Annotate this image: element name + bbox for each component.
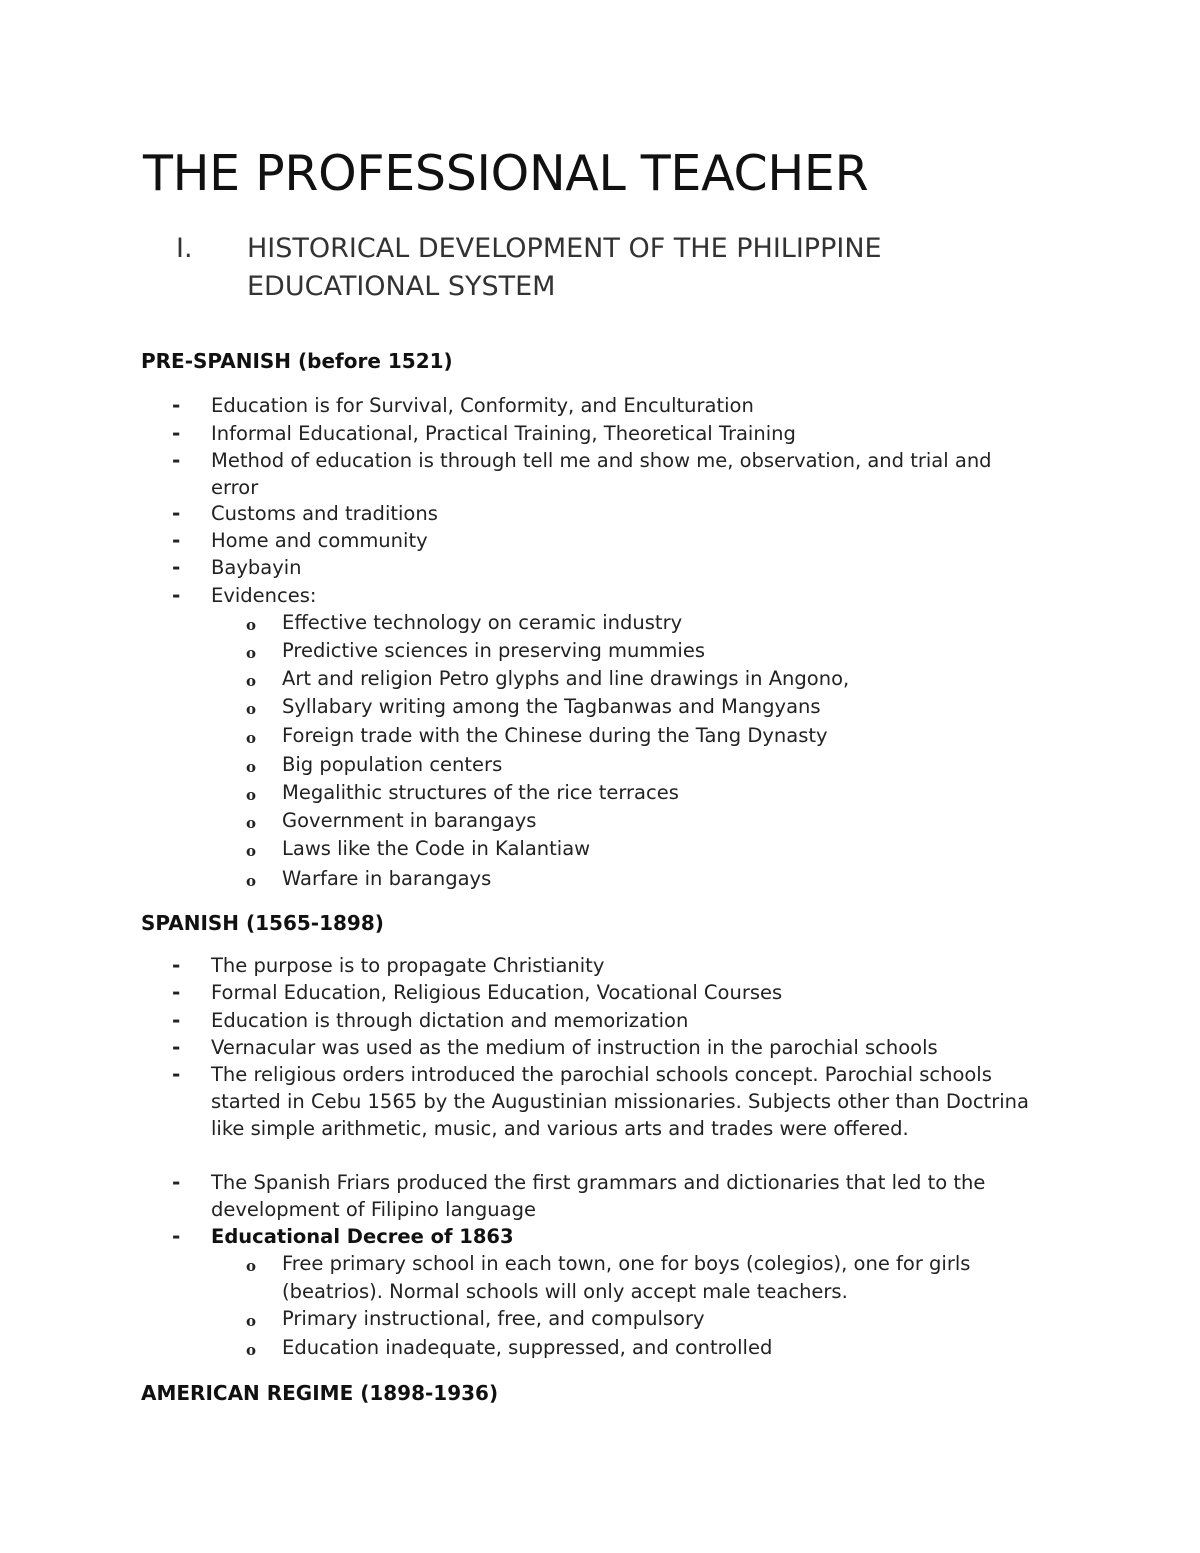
circle-bullet: o bbox=[246, 1312, 257, 1330]
heading-spanish: SPANISH (1565-1898) bbox=[141, 911, 384, 935]
sub-list-item-text: Big population centers bbox=[282, 753, 503, 776]
dash-bullet: - bbox=[172, 1008, 181, 1032]
dash-bullet: - bbox=[172, 421, 181, 445]
circle-bullet: o bbox=[246, 1341, 257, 1359]
circle-bullet: o bbox=[246, 786, 257, 804]
dash-bullet: - bbox=[172, 1170, 181, 1194]
sub-list-item-text: Art and religion Petro glyphs and line drawings in Angono, bbox=[282, 667, 850, 690]
dash-bullet: - bbox=[172, 583, 181, 607]
heading-pre-spanish: PRE-SPANISH (before 1521) bbox=[141, 349, 453, 373]
list-item-text: The purpose is to propagate Christianity bbox=[211, 954, 605, 977]
sub-list-item-text: Syllabary writing among the Tagbanwas and Mangyans bbox=[282, 695, 821, 718]
sub-list-item-text: Predictive sciences in preserving mummies bbox=[282, 639, 705, 662]
dash-bullet: - bbox=[172, 1062, 181, 1086]
circle-bullet: o bbox=[246, 729, 257, 747]
circle-bullet: o bbox=[246, 814, 257, 832]
dash-bullet: - bbox=[172, 501, 181, 525]
list-item-text: Formal Education, Religious Education, Vocational Courses bbox=[211, 981, 783, 1004]
section-heading-line-2: EDUCATIONAL SYSTEM bbox=[247, 271, 556, 302]
section-heading-line-1: HISTORICAL DEVELOPMENT OF THE PHILIPPINE bbox=[247, 233, 882, 264]
dash-bullet: - bbox=[172, 1224, 181, 1248]
list-item-text: The religious orders introduced the parochial schools concept. Parochial schools started in Cebu 1565 by the Augustinian missionaries. Subjects other than Doctrina like simple arithmetic, music, and various arts and trades were offered. bbox=[211, 1063, 1029, 1140]
list-item-text: Baybayin bbox=[211, 556, 302, 579]
circle-bullet: o bbox=[246, 616, 257, 634]
sub-list-item-text: Warfare in barangays bbox=[282, 867, 492, 890]
sub-list-item-text: Education inadequate, suppressed, and controlled bbox=[282, 1336, 773, 1359]
roman-numeral: I. bbox=[176, 233, 193, 264]
list-item-text: Evidences: bbox=[211, 584, 317, 607]
dash-bullet: - bbox=[172, 448, 181, 472]
dash-bullet: - bbox=[172, 555, 181, 579]
sub-list-item-text: Free primary school in each town, one for boys (colegios), one for girls (beatrios). Normal schools will only accept male teachers. bbox=[282, 1252, 971, 1303]
list-item-text: The Spanish Friars produced the first grammars and dictionaries that led to the development of Filipino language bbox=[211, 1171, 986, 1221]
list-item-text-bold: Educational Decree of 1863 bbox=[211, 1225, 514, 1248]
list-item-text: Vernacular was used as the medium of instruction in the parochial schools bbox=[211, 1036, 938, 1059]
heading-american-regime: AMERICAN REGIME (1898-1936) bbox=[141, 1381, 499, 1405]
list-item-text: Customs and traditions bbox=[211, 502, 438, 525]
circle-bullet: o bbox=[246, 644, 257, 662]
sub-list-item-text: Government in barangays bbox=[282, 809, 537, 832]
sub-list-item-text: Effective technology on ceramic industry bbox=[282, 611, 683, 634]
list-item-text: Home and community bbox=[211, 529, 428, 552]
circle-bullet: o bbox=[246, 872, 257, 890]
dash-bullet: - bbox=[172, 528, 181, 552]
dash-bullet: - bbox=[172, 953, 181, 977]
circle-bullet: o bbox=[246, 700, 257, 718]
sub-list-item-text: Primary instructional, free, and compulsory bbox=[282, 1307, 705, 1330]
circle-bullet: o bbox=[246, 758, 257, 776]
dash-bullet: - bbox=[172, 1035, 181, 1059]
sub-list-item-text: Megalithic structures of the rice terraces bbox=[282, 781, 679, 804]
list-item-text: Education is for Survival, Conformity, and Enculturation bbox=[211, 394, 754, 417]
sub-list-item-text: Laws like the Code in Kalantiaw bbox=[282, 837, 591, 860]
dash-bullet: - bbox=[172, 980, 181, 1004]
list-item-text: Method of education is through tell me and show me, observation, and trial and error bbox=[211, 449, 992, 499]
list-item-text: Education is through dictation and memorization bbox=[211, 1009, 689, 1032]
circle-bullet: o bbox=[246, 842, 257, 860]
document-title: THE PROFESSIONAL TEACHER bbox=[143, 145, 869, 202]
circle-bullet: o bbox=[246, 1257, 257, 1275]
dash-bullet: - bbox=[172, 393, 181, 417]
sub-list-item-text: Foreign trade with the Chinese during the Tang Dynasty bbox=[282, 724, 828, 747]
section-heading-text bbox=[247, 230, 1067, 306]
list-item-text: Informal Educational, Practical Training, Theoretical Training bbox=[211, 422, 796, 445]
circle-bullet: o bbox=[246, 672, 257, 690]
